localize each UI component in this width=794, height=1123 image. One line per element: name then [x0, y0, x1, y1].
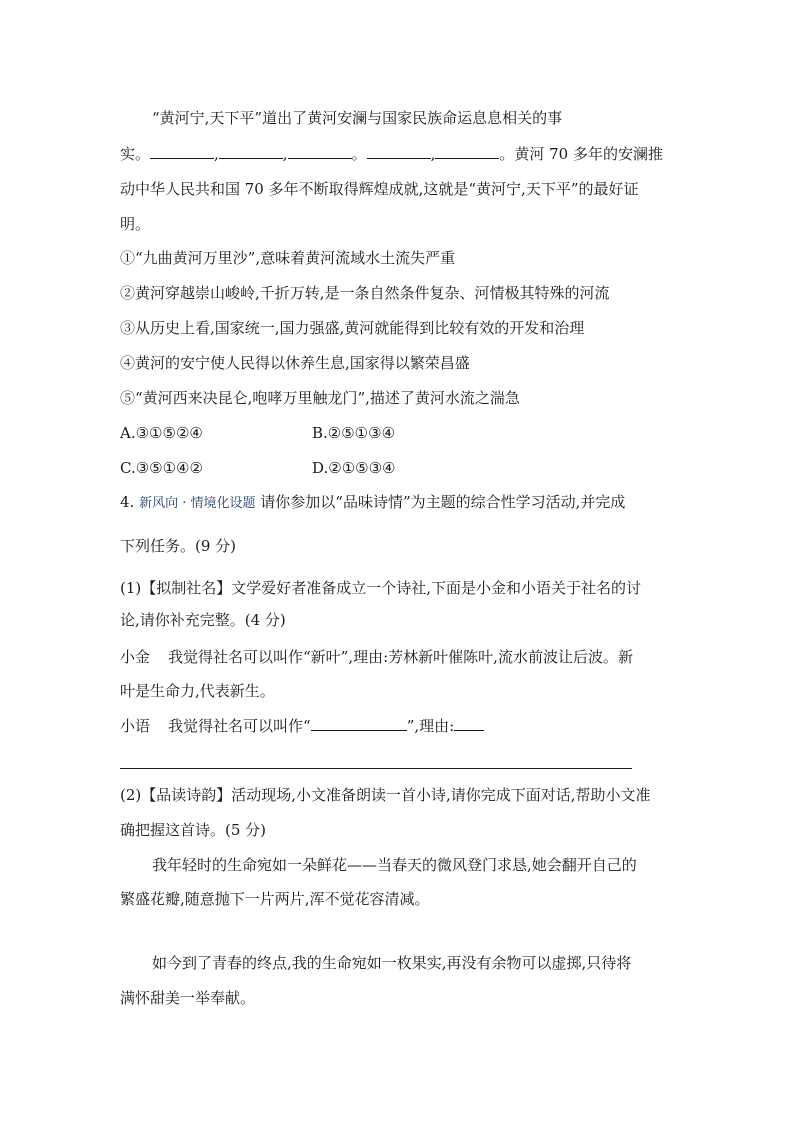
poem-para-1-line-1: 我年轻时的生命宛如一朵鲜花——当春天的微风登门求恳,她会翻开自己的	[152, 856, 637, 874]
comma: ,	[214, 145, 219, 163]
poem-para-2-line-2: 满怀甜美一举奉献。	[120, 989, 256, 1007]
name-answer-blank[interactable]	[311, 716, 407, 731]
answer-blank-4[interactable]	[367, 144, 431, 159]
part-2-line-1: (2)【品读诗韵】活动现场,小文准备朗读一首小诗,请你完成下面对话,帮助小文准	[120, 786, 651, 804]
passage-line-4: 明。	[120, 215, 151, 233]
question-prompt: 请你参加以“品味诗情”为主题的综合性学习活动,并完成	[260, 493, 626, 511]
question-4-line-2: 下列任务。(9 分)	[120, 537, 237, 555]
statement-2: ②黄河穿越崇山峻岭,千折万转,是一条自然条件复杂、河情极其特殊的河流	[120, 284, 610, 302]
xiaojin-line-1	[120, 647, 633, 667]
passage-line-2	[120, 144, 663, 164]
statement-3: ③从历史上看,国家统一,国力强盛,黄河就能得到比较有效的开发和治理	[120, 319, 585, 337]
period: 。	[351, 145, 367, 163]
passage-line-2-start: 实。	[120, 145, 151, 163]
option-d[interactable]: D.②①⑤③④	[312, 459, 396, 477]
reason-answer-blank[interactable]	[454, 716, 484, 731]
comma: ,	[282, 145, 288, 163]
passage-line-3: 动中华人民共和国 70 多年不断取得辉煌成就,这就是“黄河宁,天下平”的最好证	[120, 180, 639, 198]
option-a[interactable]: A.③①⑤②④	[120, 424, 203, 442]
passage-line-2-end: 。黄河 70 多年的安澜推	[499, 145, 663, 163]
part-1-line-2: 论,请你补充完整。(4 分)	[120, 611, 286, 629]
xiaojin-text: 我觉得社名可以叫作“新叶”,理由:芳林新叶催陈叶,流水前波让后波。新	[168, 648, 633, 666]
answer-blank-1[interactable]	[150, 144, 214, 159]
poem-para-2-line-1: 如今到了青春的终点,我的生命宛如一枚果实,再没有余物可以虚掷,只待将	[152, 954, 632, 972]
xiaoyu-line	[120, 716, 484, 736]
part-2-line-2: 确把握这首诗。(5 分)	[120, 821, 267, 839]
option-c[interactable]: C.③⑤①④②	[120, 459, 203, 477]
question-number: 4.	[120, 493, 135, 511]
statement-5: ⑤“黄河西来决昆仑,咆哮万里触龙门”,描述了黄河水流之湍急	[120, 389, 520, 407]
xiaoyu-text-start: 我觉得社名可以叫作“	[168, 717, 311, 735]
reason-answer-line[interactable]	[120, 768, 632, 769]
statement-1: ①“九曲黄河万里沙”,意味着黄河流域水土流失严重	[120, 249, 456, 267]
answer-blank-5[interactable]	[435, 144, 499, 159]
speaker-xiaoyu: 小语	[120, 717, 151, 735]
passage-line-1: “黄河宁,天下平”道出了黄河安澜与国家民族命运息息相关的事	[152, 109, 563, 127]
xiaojin-line-2: 叶是生命力,代表新生。	[120, 682, 275, 700]
speaker-xiaojin: 小金	[120, 648, 151, 666]
statement-4: ④黄河的安宁使人民得以休养生息,国家得以繁荣昌盛	[120, 354, 470, 372]
question-tag: 新风向 · 情境化设题	[139, 496, 256, 511]
xiaoyu-text-end: ”,理由:	[406, 717, 455, 735]
answer-blank-2[interactable]	[219, 144, 283, 159]
option-b[interactable]: B.②⑤①③④	[312, 424, 396, 442]
answer-blank-3[interactable]	[288, 144, 352, 159]
comma: ,	[430, 145, 436, 163]
part-1-line-1: (1)【拟制社名】文学爱好者准备成立一个诗社,下面是小金和小语关于社名的讨	[120, 579, 642, 597]
question-4-line-1	[120, 492, 625, 514]
poem-para-1-line-2: 繁盛花瓣,随意抛下一片两片,浑不觉花容清减。	[120, 890, 430, 908]
